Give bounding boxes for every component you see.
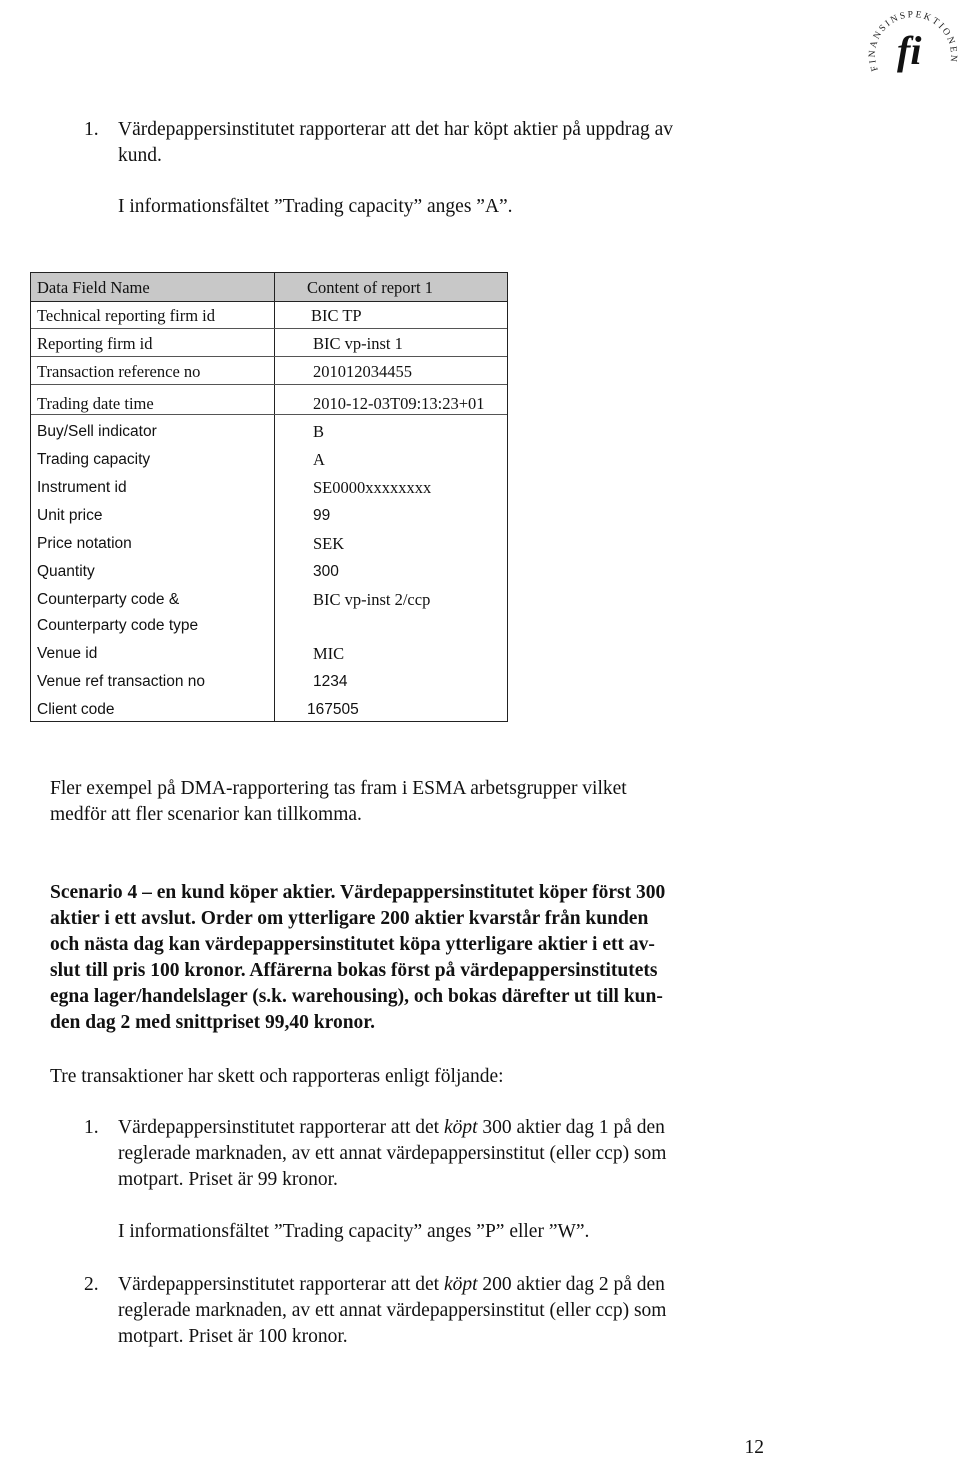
table-row-value: 1234 xyxy=(313,673,348,690)
table-row-value: 201012034455 xyxy=(313,362,412,381)
text-line: motpart. Priset är 100 kronor. xyxy=(118,1326,348,1347)
list-number: 1. xyxy=(84,1117,99,1138)
scenario-4-paragraph xyxy=(50,880,665,1036)
list-number: 1. xyxy=(84,119,99,140)
table-row-name: Counterparty code & xyxy=(37,591,180,608)
svg-text:FINANSINSPEKTIONEN: FINANSINSPEKTIONEN xyxy=(867,10,959,73)
page-number: 12 xyxy=(744,1437,764,1458)
table-row-name: Price notation xyxy=(37,535,132,552)
table-row-name: Reporting firm id xyxy=(37,334,153,353)
svg-text:fi: fi xyxy=(897,28,922,73)
table-row-value: A xyxy=(313,450,325,469)
row-divider xyxy=(31,384,507,385)
text-line: reglerade marknaden, av ett annat värdepappersinstitut (eller ccp) som xyxy=(118,1300,667,1321)
text-line: Scenario 4 – en kund köper aktier. Värdepappersinstitutet köper först 300 xyxy=(50,882,666,903)
table-row-name: Quantity xyxy=(37,563,95,580)
text-span: 200 aktier dag 2 på den xyxy=(477,1274,665,1295)
text-line xyxy=(118,1115,666,1141)
table-row-value: BIC vp-inst 2/ccp xyxy=(313,590,431,609)
table-row-value: 300 xyxy=(313,563,339,580)
row-divider xyxy=(31,328,507,329)
row-divider xyxy=(31,356,507,357)
text-line: motpart. Priset är 99 kronor. xyxy=(118,1169,338,1190)
table-row-value: MIC xyxy=(313,644,345,663)
table-row-value: SE0000xxxxxxxx xyxy=(313,478,432,497)
text-line: kund. xyxy=(118,145,162,166)
table-row-value: 167505 xyxy=(307,701,359,718)
table-row-name: Trading date time xyxy=(37,394,154,413)
text-line: egna lager/handelslager (s.k. warehousing), och bokas därefter ut till kun- xyxy=(50,986,663,1007)
table-row-value: 2010-12-03T09:13:23+01 xyxy=(313,394,485,413)
text-line: och nästa dag kan värdepappersinstitutet köpa ytterligare aktier i ett av- xyxy=(50,934,655,955)
table-row-name: Trading capacity xyxy=(37,451,151,468)
table-row-name: Transaction reference no xyxy=(37,362,201,381)
table-row-name: Technical reporting firm id xyxy=(37,306,215,325)
item1-text xyxy=(118,117,673,169)
table-row-value: BIC vp-inst 1 xyxy=(313,334,403,353)
header-cell: Content of report 1 xyxy=(307,278,434,297)
column-divider xyxy=(274,273,275,721)
table-row-value: BIC TP xyxy=(311,306,362,325)
text-line: aktier i ett avslut. Order om ytterligare 200 aktier kvarstår från kunden xyxy=(50,908,649,929)
text-line xyxy=(118,1272,666,1298)
header-cell: Data Field Name xyxy=(37,278,150,297)
table-row-name: Buy/Sell indicator xyxy=(37,423,157,440)
table-row-value: B xyxy=(313,422,325,441)
text-line: reglerade marknaden, av ett annat värdepappersinstitut (eller ccp) som xyxy=(118,1143,667,1164)
emphasis: köpt xyxy=(443,1274,478,1295)
finansinspektionen-logo xyxy=(866,0,960,92)
intro-paragraph: Tre transaktioner har skett och rapporteras enligt följande: xyxy=(50,1066,504,1087)
text-line: den dag 2 med snittpriset 99,40 kronor. xyxy=(50,1012,376,1033)
text-line: Fler exempel på DMA-rapportering tas fram i ESMA arbetsgrupper vilket xyxy=(50,778,627,799)
table-row-name: Venue id xyxy=(37,645,98,662)
list-number: 2. xyxy=(84,1274,99,1295)
text-line: slut till pris 100 kronor. Affärerna bokas först på värdepappersinstitutets xyxy=(50,960,658,981)
table-row-name: Venue ref transaction no xyxy=(37,673,206,690)
table-row-name: Instrument id xyxy=(37,479,127,496)
text-line: medför att fler scenarior kan tillkomma. xyxy=(50,804,362,825)
table-row-name: Counterparty code type xyxy=(37,617,199,634)
more-examples-paragraph xyxy=(50,776,627,828)
text-line: Värdepappersinstitutet rapporterar att det har köpt aktier på uppdrag av xyxy=(118,119,673,140)
step1-text xyxy=(118,1115,666,1193)
text-span: Värdepappersinstitutet rapporterar att det xyxy=(118,1117,444,1138)
step1-note: I informationsfältet ”Trading capacity” anges ”P” eller ”W”. xyxy=(118,1221,590,1242)
report-table xyxy=(30,272,508,722)
text-span: 300 aktier dag 1 på den xyxy=(477,1117,665,1138)
emphasis: köpt xyxy=(443,1117,478,1138)
step2-text xyxy=(118,1272,666,1350)
text-span: Värdepappersinstitutet rapporterar att det xyxy=(118,1274,444,1295)
table-row-value: 99 xyxy=(313,507,331,524)
table-row-name: Client code xyxy=(37,701,115,718)
table-row-value: SEK xyxy=(313,534,345,553)
item1-note: I informationsfältet ”Trading capacity” anges ”A”. xyxy=(118,196,513,217)
row-divider xyxy=(31,414,507,415)
table-row-name: Unit price xyxy=(37,507,103,524)
